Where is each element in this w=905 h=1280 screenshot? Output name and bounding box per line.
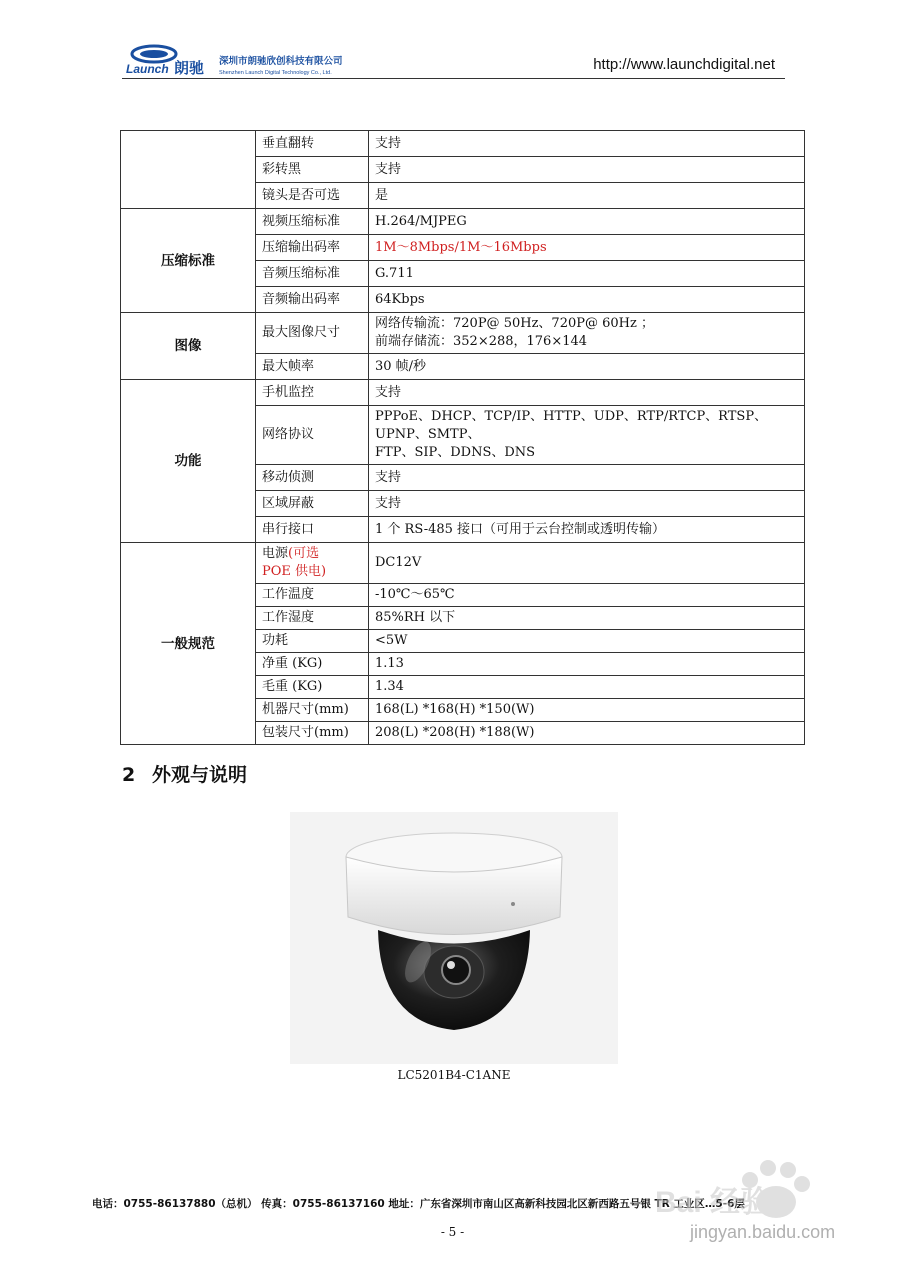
- label-cell: [256, 380, 369, 406]
- value-text: G.711: [375, 265, 414, 281]
- label-text: 垂直翻转: [262, 135, 315, 151]
- label-text: 手机监控: [262, 384, 315, 400]
- label-note-line2: POE 供电): [262, 564, 327, 579]
- value-cell: [369, 354, 805, 380]
- value-cell: [369, 653, 805, 676]
- baidu-watermark-icon: [640, 1150, 880, 1270]
- value-cell: [369, 607, 805, 630]
- label-text: 移动侦测: [262, 469, 315, 485]
- value-text: 1.34: [375, 679, 404, 694]
- label-text: 串行接口: [262, 521, 315, 537]
- value-cell: [369, 287, 805, 313]
- value-text: 85%RH 以下: [375, 610, 456, 625]
- label-text: 最大帧率: [262, 358, 315, 374]
- category-cell: [121, 131, 256, 209]
- label-text: 音频输出码率: [262, 291, 341, 307]
- value-cell: [369, 380, 805, 406]
- label-cell: [256, 465, 369, 491]
- label-cell: [256, 157, 369, 183]
- value-cell: [369, 209, 805, 235]
- value-text: 网络传输流：720P@ 50Hz、720P@ 60Hz ；: [375, 316, 654, 331]
- value-cell: [369, 235, 805, 261]
- company-cn-text: 深圳市朗驰欣创科技有限公司: [219, 56, 343, 67]
- label-cell: [256, 183, 369, 209]
- category-cell: 一般规范: [121, 543, 256, 745]
- label-text: 电源: [262, 546, 289, 561]
- logo-en-text: Launch: [126, 62, 169, 76]
- value-cell: [369, 157, 805, 183]
- value-text: 30 帧/秒: [375, 358, 427, 374]
- value-text: PPPoE、DHCP、TCP/IP、HTTP、UDP、RTP/RTCP、RTSP、UPNP、SMTP、: [375, 409, 768, 442]
- label-cell: [256, 406, 369, 465]
- value-text: 支持: [375, 469, 402, 485]
- value-text: 支持: [375, 495, 402, 511]
- label-cell: [256, 235, 369, 261]
- label-note: (可选: [288, 546, 320, 561]
- value-text: <5W: [375, 633, 408, 648]
- section-number: 2: [122, 764, 136, 786]
- value-text: 208(L) *208(H) *188(W): [375, 725, 535, 740]
- label-text: 最大图像尺寸: [262, 325, 341, 340]
- value-cell: [369, 465, 805, 491]
- table-row: [121, 380, 805, 406]
- launch-logo: [124, 44, 364, 76]
- label-text: 包装尺寸(mm): [262, 725, 349, 740]
- label-cell: [256, 543, 369, 584]
- value-cell: [369, 131, 805, 157]
- website-url: http://www.launchdigital.net: [593, 56, 775, 73]
- label-cell: [256, 131, 369, 157]
- value-text: 支持: [375, 135, 402, 151]
- label-cell: [256, 653, 369, 676]
- table-row: [121, 313, 805, 354]
- label-text: 毛重 (KG): [262, 679, 323, 694]
- label-cell: [256, 287, 369, 313]
- value-text: 64Kbps: [375, 291, 425, 307]
- watermark-brand: Bai 经验: [655, 1186, 771, 1219]
- label-cell: [256, 630, 369, 653]
- label-text: 净重 (KG): [262, 656, 323, 671]
- logo-cn-text: 朗驰: [174, 59, 205, 76]
- label-cell: [256, 313, 369, 354]
- page-header: [122, 40, 785, 79]
- value-cell: [369, 491, 805, 517]
- label-text: 视频压缩标准: [262, 213, 341, 229]
- value-cell: [369, 261, 805, 287]
- value-text: 支持: [375, 161, 402, 177]
- label-text: 机器尺寸(mm): [262, 702, 349, 717]
- label-cell: [256, 491, 369, 517]
- label-text: 镜头是否可选: [262, 187, 341, 203]
- label-text: 音频压缩标准: [262, 265, 341, 281]
- value-cell: [369, 699, 805, 722]
- value-text: 支持: [375, 384, 402, 400]
- label-cell: [256, 699, 369, 722]
- category-cell: 压缩标准: [121, 209, 256, 313]
- value-text-line2: 前端存储流：352×288，176×144: [375, 334, 588, 349]
- dome-camera-image: [290, 812, 618, 1064]
- table-row: [121, 543, 805, 584]
- page-number: - 5 -: [440, 1225, 465, 1239]
- label-text: 区域屏蔽: [262, 495, 315, 511]
- value-text: -10℃～65℃: [375, 587, 455, 602]
- label-cell: [256, 722, 369, 745]
- value-cell: [369, 183, 805, 209]
- label-cell: [256, 676, 369, 699]
- label-cell: [256, 354, 369, 380]
- watermark-text: jingyan.baidu.com: [690, 1222, 836, 1242]
- table-row: [121, 131, 805, 157]
- value-cell: [369, 722, 805, 745]
- category-cell: 图像: [121, 313, 256, 380]
- value-text: 1 个 RS-485 接口（可用于云台控制或透明传输）: [375, 521, 666, 537]
- value-cell: [369, 676, 805, 699]
- value-cell: [369, 630, 805, 653]
- label-cell: [256, 607, 369, 630]
- value-text: 168(L) *168(H) *150(W): [375, 702, 535, 717]
- label-cell: [256, 209, 369, 235]
- company-en-text: Shenzhen Launch Digital Technology Co., Ltd.: [219, 70, 332, 76]
- value-text: H.264/MJPEG: [375, 213, 467, 229]
- label-cell: [256, 517, 369, 543]
- value-cell: [369, 584, 805, 607]
- label-text: 工作湿度: [262, 610, 315, 625]
- footer-contact: 电话：0755-86137880（总机） 传真：0755-86137160 地址：广东省深圳市南山区高新科技园北区新西路五号银 TR 工业区…5-6层: [92, 1198, 745, 1210]
- value-cell: [369, 517, 805, 543]
- value-cell: [369, 543, 805, 584]
- value-text: DC12V: [375, 555, 422, 570]
- label-text: 网络协议: [262, 427, 315, 442]
- label-text: 功耗: [262, 633, 289, 648]
- label-text: 压缩输出码率: [262, 239, 341, 255]
- value-text-line2: FTP、SIP、DDNS、DNS: [375, 445, 536, 460]
- value-text: 1M～8Mbps/1M～16Mbps: [375, 239, 547, 255]
- label-text: 工作温度: [262, 587, 315, 602]
- spec-table: [120, 130, 805, 745]
- value-text: 1.13: [375, 656, 404, 671]
- value-text: 是: [375, 187, 389, 203]
- figure-caption: LC5201B4-C1ANE: [397, 1068, 511, 1082]
- table-row: [121, 209, 805, 235]
- label-cell: [256, 584, 369, 607]
- section-title: 外观与说明: [152, 764, 248, 786]
- value-cell: [369, 313, 805, 354]
- section-heading: [122, 760, 247, 787]
- label-cell: [256, 261, 369, 287]
- label-text: 彩转黑: [262, 161, 302, 177]
- value-cell: [369, 406, 805, 465]
- category-cell: 功能: [121, 380, 256, 543]
